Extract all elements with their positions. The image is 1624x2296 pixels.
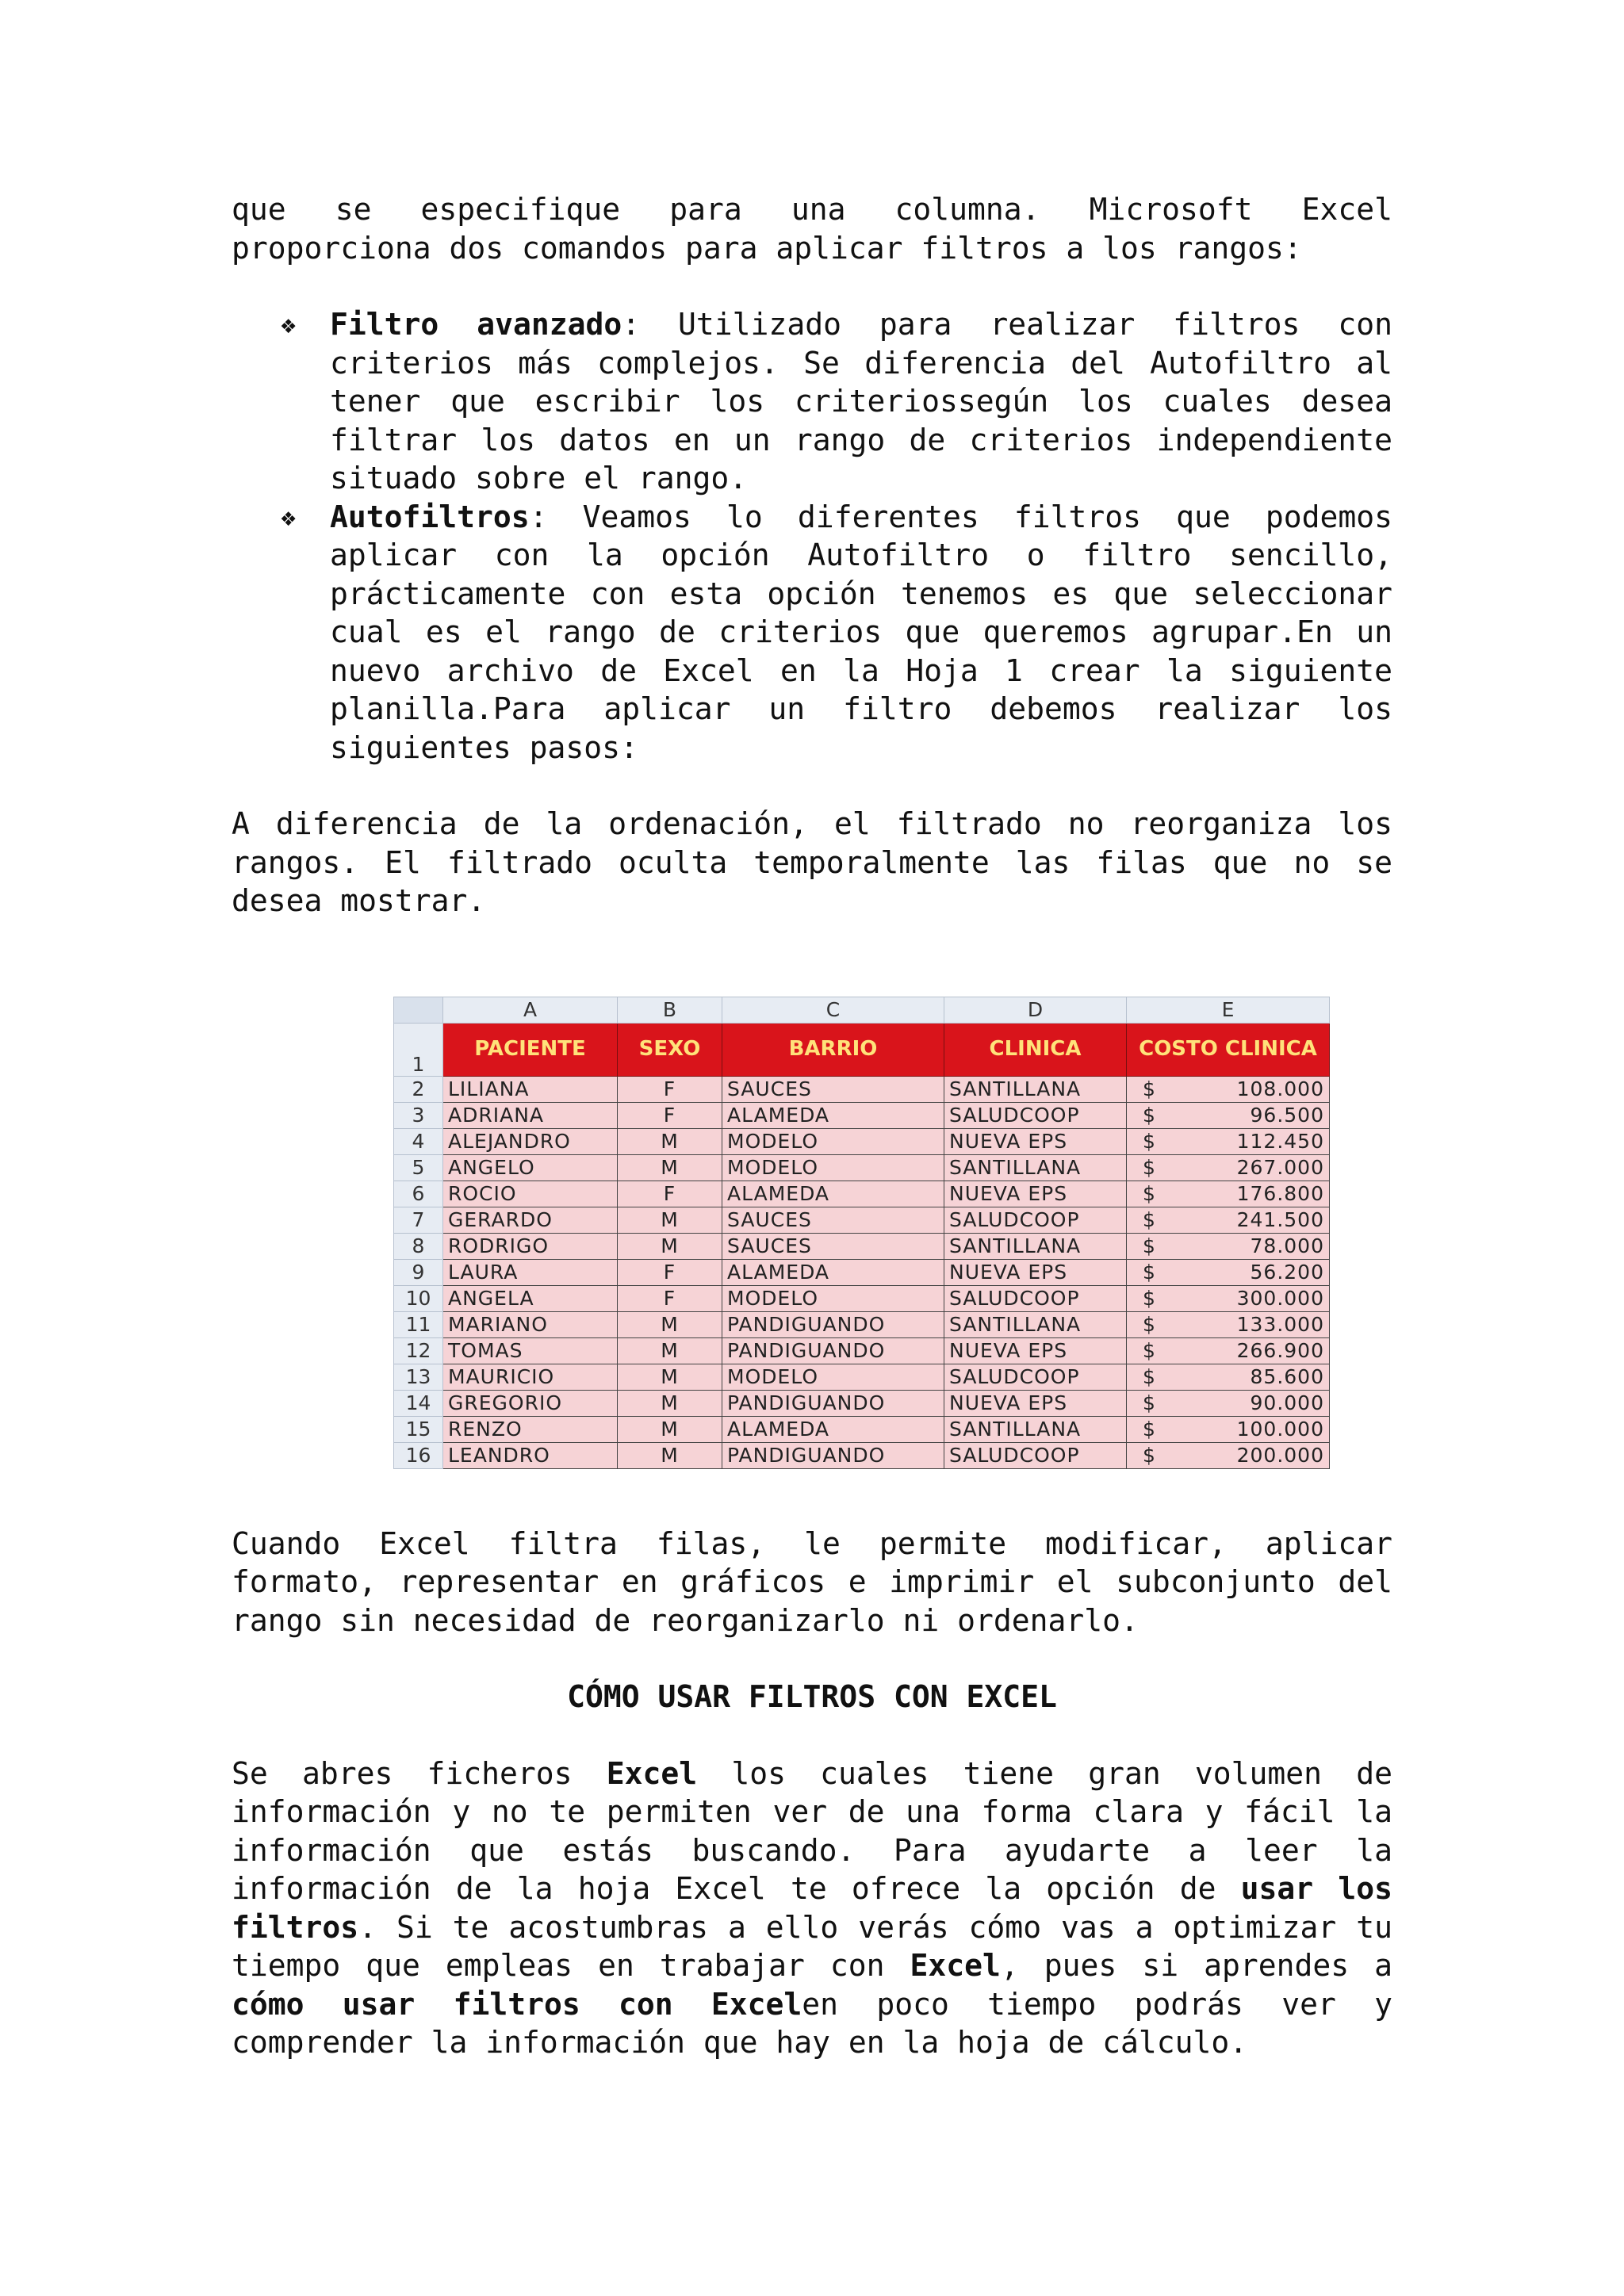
table-row [394,1233,1330,1259]
cell-barrio[interactable]: SAUCES [722,1207,944,1233]
cell-clinica[interactable]: SALUDCOOP [944,1102,1127,1128]
text-run: . Si te acostumbras a ello verás cómo vas a optimizar tu tiempo que empleas en trabajar con [232,1909,1392,1983]
cell-sexo[interactable]: M [618,1128,722,1154]
cost-value: 78.000 [1250,1234,1324,1257]
table-row [394,1285,1330,1311]
cell-sexo[interactable]: F [618,1285,722,1311]
cell-barrio[interactable]: SAUCES [722,1076,944,1102]
cell-costo[interactable] [1127,1337,1330,1364]
cell-paciente[interactable]: MARIANO [443,1311,618,1337]
column-letter[interactable]: E [1127,997,1330,1023]
cell-paciente[interactable]: RODRIGO [443,1233,618,1259]
list-item [232,305,1392,498]
currency-symbol: $ [1143,1077,1156,1100]
cell-sexo[interactable]: M [618,1207,722,1233]
row-number[interactable]: 13 [394,1364,443,1390]
header-cell[interactable]: BARRIO [722,1023,944,1076]
cell-clinica[interactable]: SANTILLANA [944,1154,1127,1181]
cell-barrio[interactable]: MODELO [722,1154,944,1181]
cell-sexo[interactable]: M [618,1154,722,1181]
cell-paciente[interactable]: GERARDO [443,1207,618,1233]
currency-symbol: $ [1143,1208,1156,1231]
row-number[interactable]: 3 [394,1102,443,1128]
table-row [394,1181,1330,1207]
table-row [394,1259,1330,1285]
table-row [394,1076,1330,1102]
cell-costo[interactable] [1127,1390,1330,1416]
cell-costo[interactable] [1127,1416,1330,1442]
row-number[interactable]: 6 [394,1181,443,1207]
cell-barrio[interactable]: MODELO [722,1285,944,1311]
table-row [394,1207,1330,1233]
table-row [394,1416,1330,1442]
cell-costo[interactable] [1127,1311,1330,1337]
cost-value: 85.600 [1250,1365,1324,1388]
cell-clinica[interactable]: SALUDCOOP [944,1442,1127,1468]
row-number[interactable]: 15 [394,1416,443,1442]
cost-value: 200.000 [1236,1444,1324,1467]
header-cell[interactable]: SEXO [618,1023,722,1076]
cell-costo[interactable] [1127,1102,1330,1128]
currency-symbol: $ [1143,1234,1156,1257]
cell-paciente[interactable]: MAURICIO [443,1364,618,1390]
cell-sexo[interactable]: M [618,1233,722,1259]
cell-clinica[interactable]: NUEVA EPS [944,1181,1127,1207]
bullet-term: Autofiltros [330,499,530,534]
currency-symbol: $ [1143,1130,1156,1153]
currency-symbol: $ [1143,1182,1156,1205]
section-title: CÓMO USAR FILTROS CON EXCEL [567,1679,1057,1714]
cell-sexo[interactable]: M [618,1442,722,1468]
bullet-text: : Utilizado para realizar filtros con criterios más complejos. Se diferencia del Autofiltro al tener que escribir los criteriossegún los cuales desea filtrar los datos en un rango de criterios independiente situado sobre el rango. [330,307,1393,496]
cell-sexo[interactable]: M [618,1416,722,1442]
cell-costo[interactable] [1127,1259,1330,1285]
intro-paragraph: que se especifique para una columna. Microsoft Excel proporciona dos comandos para aplicar filtros a los rangos: [232,192,1392,266]
cell-clinica[interactable]: SANTILLANA [944,1311,1127,1337]
cost-value: 100.000 [1236,1418,1324,1441]
table-row [394,1154,1330,1181]
cell-paciente[interactable]: ADRIANA [443,1102,618,1128]
cell-paciente[interactable]: GREGORIO [443,1390,618,1416]
cell-sexo[interactable]: M [618,1364,722,1390]
table-row [394,1390,1330,1416]
document-page [232,190,1392,2062]
cell-sexo[interactable]: M [618,1337,722,1364]
currency-symbol: $ [1143,1339,1156,1362]
currency-symbol: $ [1143,1156,1156,1179]
currency-symbol: $ [1143,1104,1156,1127]
cell-costo[interactable] [1127,1442,1330,1468]
row-number: 1 [394,1023,443,1076]
row-number[interactable]: 8 [394,1233,443,1259]
table-row [394,1128,1330,1154]
currency-symbol: $ [1143,1418,1156,1441]
header-cell[interactable]: CLINICA [944,1023,1127,1076]
row-number[interactable]: 5 [394,1154,443,1181]
cell-costo[interactable] [1127,1207,1330,1233]
currency-symbol: $ [1143,1313,1156,1336]
row-number[interactable]: 16 [394,1442,443,1468]
cell-paciente[interactable]: LILIANA [443,1076,618,1102]
cell-paciente[interactable]: LEANDRO [443,1442,618,1468]
cell-barrio[interactable]: ALAMEDA [722,1416,944,1442]
cell-paciente[interactable]: LAURA [443,1259,618,1285]
bullet-term: Filtro avanzado [330,307,622,342]
cell-barrio[interactable]: ALAMEDA [722,1181,944,1207]
cost-value: 112.450 [1236,1130,1324,1153]
cell-paciente[interactable]: ALEJANDRO [443,1128,618,1154]
table-row [394,1102,1330,1128]
table-row [394,1364,1330,1390]
table-row [394,1337,1330,1364]
cell-paciente[interactable]: ANGELO [443,1154,618,1181]
cell-barrio[interactable]: ALAMEDA [722,1259,944,1285]
text-run: Se abres ficheros [232,1755,607,1791]
diamond-bullet-icon: ❖ [281,309,297,339]
cost-value: 90.000 [1250,1391,1324,1414]
currency-symbol: $ [1143,1365,1156,1388]
cost-value: 133.000 [1236,1313,1324,1336]
select-all-corner[interactable] [394,997,443,1023]
cell-sexo[interactable]: F [618,1102,722,1128]
list-item [232,498,1392,767]
row-number[interactable]: 9 [394,1259,443,1285]
cell-paciente[interactable]: ANGELA [443,1285,618,1311]
header-cell[interactable]: COSTO CLINICA [1127,1023,1330,1076]
cell-barrio[interactable]: PANDIGUANDO [722,1390,944,1416]
cost-value: 96.500 [1250,1104,1324,1127]
currency-symbol: $ [1143,1444,1156,1467]
cell-sexo[interactable]: F [618,1181,722,1207]
cuando-paragraph: Cuando Excel filtra filas, le permite modificar, aplicar formato, representar en gráficos e imprimir el subconjunto del rango sin necesidad de reorganizarlo ni ordenarlo. [232,1525,1392,1638]
cost-value: 241.500 [1236,1208,1324,1231]
cell-costo[interactable] [1127,1154,1330,1181]
cell-barrio[interactable]: MODELO [722,1364,944,1390]
bold-run: cómo usar filtros con Excel [232,1986,802,2022]
bold-run: usar los filtros [232,1871,1392,1945]
cost-value: 267.000 [1236,1156,1324,1179]
cell-clinica[interactable]: NUEVA EPS [944,1390,1127,1416]
column-letter[interactable]: C [722,997,944,1023]
cell-sexo[interactable]: M [618,1390,722,1416]
currency-symbol: $ [1143,1391,1156,1414]
spreadsheet-image [393,997,1329,1480]
cell-clinica[interactable]: NUEVA EPS [944,1128,1127,1154]
table-row [394,1311,1330,1337]
bullet-text: : Veamos lo diferentes filtros que podemos aplicar con la opción Autofiltro o filtro sencillo, prácticamente con esta opción tenemos es que seleccionar cual es el rango de criterios que queremos agrupar.En un nuevo archivo de Excel en la Hoja 1 crear la siguiente planilla.Para aplicar un filtro debemos realizar los siguientes pasos: [330,499,1392,765]
bold-run: Excel [910,1948,1001,1983]
cell-clinica[interactable]: SALUDCOOP [944,1285,1127,1311]
cell-costo[interactable] [1127,1076,1330,1102]
cell-costo[interactable] [1127,1128,1330,1154]
row-number[interactable]: 12 [394,1337,443,1364]
cell-costo[interactable] [1127,1364,1330,1390]
row-number[interactable]: 14 [394,1390,443,1416]
text-run: en poco tiempo podrás ver y comprender la información que hay en la hoja de cálculo. [232,1986,1392,2060]
cell-clinica[interactable]: SANTILLANA [944,1416,1127,1442]
cell-sexo[interactable]: F [618,1259,722,1285]
header-cell[interactable]: PACIENTE [443,1023,618,1076]
cell-clinica[interactable]: SANTILLANA [944,1233,1127,1259]
currency-symbol: $ [1143,1287,1156,1310]
cell-clinica[interactable]: NUEVA EPS [944,1259,1127,1285]
row-number[interactable]: 11 [394,1311,443,1337]
final-paragraph [232,1755,1392,2062]
filter-commands-list [232,305,1392,767]
cost-value: 56.200 [1250,1261,1324,1284]
bold-run: Excel [606,1755,698,1791]
cell-barrio[interactable]: MODELO [722,1128,944,1154]
cost-value: 266.900 [1236,1339,1324,1362]
cell-clinica[interactable]: SALUDCOOP [944,1207,1127,1233]
column-letter[interactable]: B [618,997,722,1023]
cell-costo[interactable] [1127,1233,1330,1259]
cell-clinica[interactable]: SANTILLANA [944,1076,1127,1102]
cost-value: 176.800 [1236,1182,1324,1205]
text-run: , pues si aprendes a [1000,1948,1392,1983]
cell-barrio[interactable]: PANDIGUANDO [722,1442,944,1468]
row-number[interactable]: 10 [394,1285,443,1311]
column-letter[interactable]: D [944,997,1127,1023]
cell-paciente[interactable]: ROCIO [443,1181,618,1207]
table-row [394,1442,1330,1468]
cost-value: 300.000 [1236,1287,1324,1310]
cell-barrio[interactable]: ALAMEDA [722,1102,944,1128]
currency-symbol: $ [1143,1261,1156,1284]
cell-paciente[interactable]: RENZO [443,1416,618,1442]
spreadsheet-table [393,997,1330,1469]
header-row [394,1023,1330,1076]
cell-barrio[interactable]: SAUCES [722,1233,944,1259]
cell-costo[interactable] [1127,1181,1330,1207]
cell-costo[interactable] [1127,1285,1330,1311]
cell-paciente[interactable]: TOMAS [443,1337,618,1364]
column-letter[interactable]: A [443,997,618,1023]
cell-sexo[interactable]: M [618,1311,722,1337]
cell-clinica[interactable]: NUEVA EPS [944,1337,1127,1364]
cost-value: 108.000 [1236,1077,1324,1100]
column-letters-row [394,997,1330,1023]
filtering-paragraph: A diferencia de la ordenación, el filtrado no reorganiza los rangos. El filtrado oculta temporalmente las filas que no se desea mostrar. [232,806,1392,918]
cell-barrio[interactable]: PANDIGUANDO [722,1337,944,1364]
cell-clinica[interactable]: SALUDCOOP [944,1364,1127,1390]
row-number[interactable]: 2 [394,1076,443,1102]
cell-sexo[interactable]: F [618,1076,722,1102]
row-number[interactable]: 7 [394,1207,443,1233]
row-number[interactable]: 4 [394,1128,443,1154]
diamond-bullet-icon: ❖ [281,501,297,532]
text-run: los cuales tiene gran volumen de información y no te permiten ver de una forma clara y fácil la información que estás buscando. Para ayudarte a leer la información de la hoja Excel te ofrece la opción de [232,1755,1392,1906]
cell-barrio[interactable]: PANDIGUANDO [722,1311,944,1337]
